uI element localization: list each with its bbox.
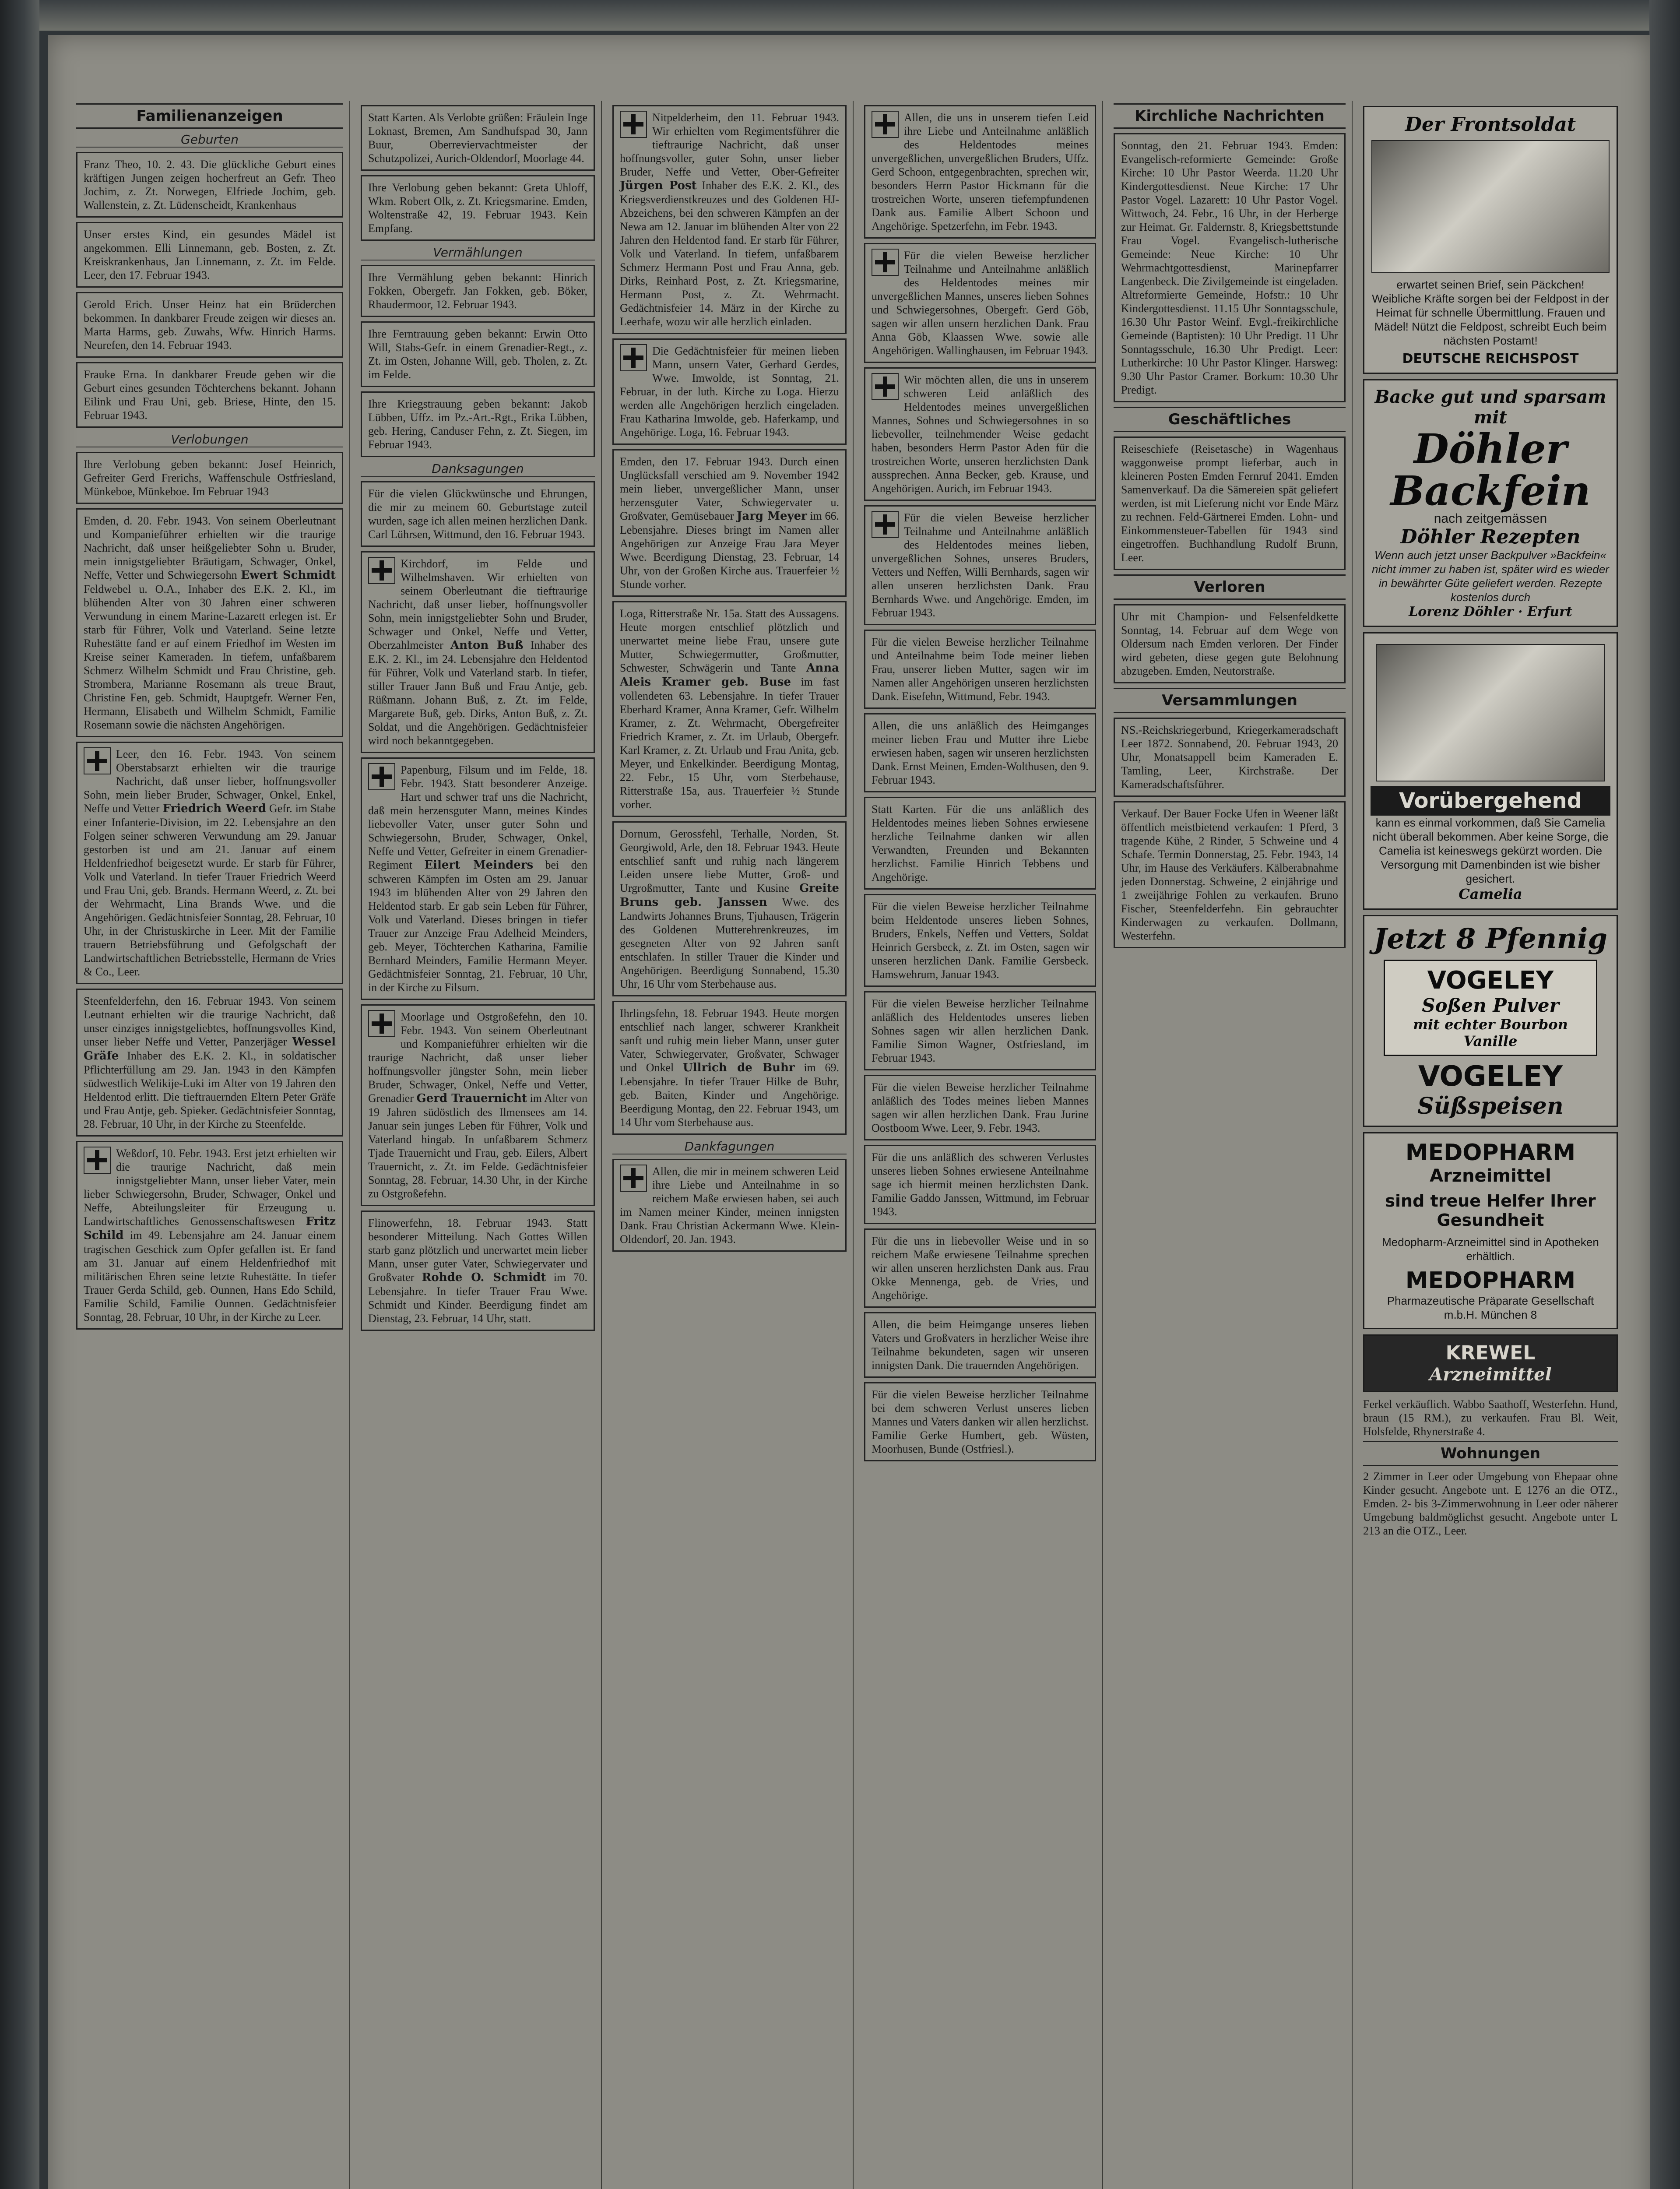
- notice-intro: Moorlage und Ostgroßefehn, den 10. Febr. 1943. Von seinem Oberleutnant und Kompanieführer erhielten wir die traurige Nachricht, daß unser lieber hoffnungsvoller jüngster Sohn, mein lieber Bruder, Schwager, Onkel, Neffe und Vetter, Grenadier: [368, 1010, 587, 1105]
- thanks-text: Allen, die uns anläßlich des Heimganges meiner lieben Frau und Mutter ihre Liebe erwiesen haben, sagen wir unseren herzlichsten Dank. Ernst Meinen, Emden-Wolthusen, den 9. Februar 1943.: [872, 719, 1089, 786]
- death-notice-text: [84, 747, 336, 978]
- iron-cross-icon: [620, 344, 647, 371]
- notice-body: im 66. Lebensjahre. Dieses bringt im Namen aller Angehörigen zur Anzeige Frau Jara Meyer Wwe. Beerdigung Dienstag, 23. Februar, 14 Uhr, von der Großen Kirche aus. Trauerfeier ½ Stunde vorher.: [620, 510, 840, 591]
- death-notice: [612, 1001, 847, 1135]
- notice-body: Feldwebel u. O.A., Inhaber des E.K. 2. Kl., im blühenden Alter von 30 Jahren einer schweren Verwundung in einem Marine-Lazarett erlegen ist. Er starb für Führer, Volk und Vaterland. Seine letzte Ruhestätte fand er auf einem Friedhof im Westen im Kreise seiner Kameraden. In tiefem, unfaßbarem Schmerz Wilhelm Schmidt und Frau Christine, geb. Strombera, Marianne Rosemann als treue Braut, Christine Fen, geb. Schmidt, Hauptgefr. Werner Fen, Hermann, Elisabeth und Wilhelm Schmidt, Familie Rosemann sowie die nächsten Angehörigen.: [84, 583, 336, 731]
- memorial-text: Die Gedächtnisfeier für meinen lieben Mann, unsern Vater, Gerhard Gerdes, Wwe. Imwolde, ist Sonntag, 21. Februar, in der luth. Kirche zu Loga. Hierzu werden alle Angehörigen herzlich eingeladen. Frau Katharina Imwolde, geb. Haferkamp, und Angehörige. Loga, 16. Februar 1943.: [620, 345, 839, 439]
- section-verlobungen: Verlobungen: [76, 432, 343, 447]
- classified-ads: [1114, 801, 1346, 948]
- deceased-name: Fritz Schild: [84, 1215, 336, 1242]
- notice-intro: Papenburg, Filsum und im Felde, 18. Febr. 1943. Statt besonderer Anzeige. Hart und schwer traf uns die Nachricht, daß mein herzensguter Mann, meines Kindes liebevoller Vater, unser guter Sohn und Schwiegersohn, Bruder, Schwager, Onkel, Neffe und Vetter, Gefreiter in einem Grenadier-Regiment: [368, 764, 587, 871]
- iron-cross-icon: [872, 249, 899, 276]
- iron-cross-icon: [84, 1147, 111, 1174]
- reichspost-ad: [1363, 106, 1618, 374]
- thanks-notice: [864, 1228, 1096, 1308]
- section-kirchliche-nachrichten: Kirchliche Nachrichten: [1114, 103, 1346, 129]
- death-notice-text: [368, 763, 587, 994]
- notice-body: Gefr. im Stabe einer Infanterie-Division, im 22. Lebensjahre an den Folgen seiner schweren Verwundung am 29. Januar gestorben ist und am 21. Januar auf einem Heldenfriedhof beigesetzt wurde. Er starb für Führer, Volk und Vaterland. In tiefer Trauer Friedrich Weerd und Frau Uni, geb. Brands. Hermann Weerd, z. Zt. bei der Wehrmacht, Lina Brands Wwe. und die Angehörigen. Gedächtnisfeier Sonntag, 28. Februar, 10 Uhr, in der Christuskirche in Leer.: [84, 802, 336, 937]
- ad-brand: DEUTSCHE REICHSPOST: [1402, 351, 1579, 366]
- thanks-text: Für die uns in liebevoller Weise und in so reichem Maße erwiesene Teilnahme sprechen wir allen unseren herzlichsten Dank aus. Frau Okke Mennenga, geb. de Vries, und Angehörige.: [872, 1235, 1089, 1302]
- thanks-text: Für die vielen Beweise herzlicher Teilnahme bei dem schweren Verlust unseres lieben Mannes und Vaters danken wir allen herzlichst. Familie Gerke Humbert, geb. Wüsten, Moorhusen, Bunde (Ostfriesl.).: [872, 1388, 1089, 1455]
- ad-company: Pharmazeutische Präparate Gesellschaft m.b.H. München 8: [1387, 1294, 1594, 1321]
- lost-notice: [1114, 604, 1346, 683]
- notice-intro: Flinowerfehn, 18. Februar 1943. Statt besonderer Mitteilung. Nach Gottes Willen starb ganz plötzlich und unerwartet mein lieber Mann, unser guter Vater, Schwiegervater und Großvater: [368, 1217, 587, 1284]
- death-notice: [76, 508, 343, 737]
- section-versammlungen: Versammlungen: [1114, 688, 1346, 713]
- iron-cross-icon: [620, 1165, 647, 1192]
- thanks-notice: [864, 367, 1096, 501]
- thanks-text: Allen, die uns in unserem tiefen Leid ihre Liebe und Anteilnahme anläßlich des Heldentodes meines unvergeßlichen, unvergeßlichen Bruders, Uffz. Gerd Schoon, entgegenbrachten, sprechen wir, besonders Herrn Pastor Hickmann für die trostreichen Worte, unseren tiefempfundenen Dank aus. Familie Albert Schoon und Angehörige. Spetzerfehn, im Febr. 1943.: [872, 111, 1089, 232]
- notice-intro: Loga, Ritterstraße Nr. 15a. Statt des Aussagens. Heute morgen entschlief plötzlich und unerwartet meine liebe Frau, unsere gute Mutter, Schwiegermutter, Großmutter, Schwester, Schwägerin und Tante: [620, 607, 839, 674]
- notice-body: im Alter von 19 Jahren südöstlich des Ilmensees am 14. Januar sein junges Leben für Führer, Volk und Vaterland hingab. In unfaßbarem Schmerz Tjade Trauernicht und Frau, geb. Eilers, Albert Trauernicht, z. Zt. im Felde. Gedächtnisfeier Sonntag, 28. Februar, 14.30 Uhr, in der Kirche zu Ostgroßefehn.: [368, 1092, 588, 1200]
- ad-product: Süßspeisen: [1417, 1093, 1564, 1119]
- birth-notice: [76, 152, 343, 218]
- ad-brand: KREWEL: [1445, 1342, 1536, 1364]
- engagement-text: Ihre Verlobung geben bekannt: Josef Heinrich, Gefreiter Gerd Frerichs, Waffenschule Ostfriesland, Münkeboe, Münkeboe. Im Februar 1943: [84, 458, 336, 498]
- church-notices: [1114, 133, 1346, 402]
- business-text: Reiseschiefe (Reisetasche) in Wagenhaus waggonweise prompt lieferbar, auch in kleineren Posten Emden Fernruf 2041. Emden Samenverkauf. Da die Sämereien spät geliefert werden, ist mit Lieferung nicht vor Ende März zu rechnen. Feld-Gärtnerei Emden. Lohn- und Einkommensteuer-Tabellen für 1943 sind eingetroffen. Buchhandlung Rudolf Brunn, Leer.: [1121, 443, 1338, 564]
- section-familienanzeigen: Familienanzeigen: [76, 103, 343, 129]
- section-geschaeftliches: Geschäftliches: [1114, 407, 1346, 432]
- thanks-notice: [864, 713, 1096, 792]
- ad-subtitle: Arzneimittel: [1429, 1364, 1552, 1385]
- death-notice-text: [368, 1216, 587, 1325]
- ad-slogan: sind treue Helfer Ihrer Gesundheit: [1385, 1191, 1596, 1230]
- thanks-text: Statt Karten. Für die uns anläßlich des Heldentodes meines lieben Sohnes erwiesene herzliche Teilnahme danken wir allen Verwandten, Freunden und Bekannten herzlichst. Familie Hinrich Tebbens und Angehörige.: [872, 803, 1089, 883]
- ad-brand: VOGELEY: [1418, 1060, 1563, 1093]
- notice-extra: Mit der Familie trauern Betriebsführung und Gefolgschaft der Landwirtschaftlichen Betriebsstelle, Hermann de Vries & Co., Leer.: [84, 925, 336, 978]
- deceased-name: Jarg Meyer: [737, 510, 807, 523]
- deceased-name: Friedrich Weerd: [162, 802, 266, 815]
- notice-body: Inhaber des E.K. 2. Kl., im 24. Lebensjahre den Heldentod für Führer, Volk und Vaterland starb. In tiefer, stiller Trauer Jann Buß und Frau Antje, geb. Rüßmann. Johann Buß, z. Zt. im Felde, Margarete Buß, geb. Dirks, Anton Buß, z. Zt. Soldat, und die Angehörigen. Gedächtnisfeier wird noch bekanntgegeben.: [368, 639, 588, 747]
- camelia-ad: [1363, 632, 1618, 910]
- thanks-notice: [864, 243, 1096, 363]
- death-notice: [361, 757, 595, 1000]
- notice-body: bei den schweren Kämpfen im Osten am 29. Januar 1943 im blühenden Alter von 29 Jahren den Heldentod starb. Er gab sein Leben für Führer, Volk und Vaterland. Dieses bringen in tiefer Trauer zur Anzeige Frau Adelheid Meinders, geb. Meyer, Töchterchen Katharina, Familie Bernhard Meinders, Familie Hermann Meyer. Gedächtnisfeier Sonntag, 21. Februar, 10 Uhr, in der Kirche zu Filsum.: [368, 859, 587, 994]
- krewel-ad: [1363, 1334, 1618, 1392]
- deceased-name: Wessel Gräfe: [84, 1035, 336, 1063]
- iron-cross-icon: [872, 511, 899, 538]
- deceased-name: Eilert Meinders: [424, 859, 534, 872]
- thanks-text: Für die vielen Glückwünsche und Ehrungen, die mir zu meinem 60. Geburtstage zuteil wurden, sage ich allen meinen herzlichen Dank. Carl Lührsen, Wittmund, den 16. Februar 1943.: [368, 487, 587, 541]
- wedding-text: Ihre Vermählung geben bekannt: Hinrich Fokken, Obergefr. Jan Fokken, geb. Böker, Rhaudermoor, 12. Februar 1943.: [368, 271, 587, 311]
- notice-body: im fast vollendeten 63. Lebensjahre. In tiefer Trauer Eberhard Kramer, Anna Kramer, Gefr. Wilhelm Kramer, z. Zt. Wehrmacht, Obergefreiter Friedrich Kramer, z. Zt. im Urlaub, Obergefr. Karl Kramer, z. Zt. Urlaub und Frau Anita, geb. Meyer, und Enkelkinder. Beerdigung Montag, 22. Febr., 15 Uhr, vom Sterbehause, Ritterstraße 15a, aus. Trauerfeier ½ Stunde vorher.: [620, 676, 839, 811]
- wedding-notice: [361, 391, 595, 457]
- deceased-name: Gerd Trauernicht: [416, 1092, 527, 1105]
- deceased-name: Rohde O. Schmidt: [422, 1271, 546, 1284]
- thanks-notice: [864, 894, 1096, 987]
- thanks-text: Allen, die beim Heimgange unseres lieben Vaters und Großvaters in herzlicher Weise ihre Teilnahme bekundeten, sagen wir unseren innigsten Dank. Die trauernden Angehörigen.: [872, 1318, 1089, 1372]
- iron-cross-icon: [620, 111, 647, 138]
- notice-body: im 49. Lebensjahre am 24. Januar einem tragischen Geschick zum Opfer gefallen ist. Er fand am 31. Januar auf einem Heldenfriedhof mit militärischen Ehren seine letzte Ruhestätte. In tiefer Trauer Gerda Schild, geb. Ounnen, Hans Edo Schild, Familie Schild, Familie Ounnen. Gedächtnisfeier Sonntag, 28. Februar, 10 Uhr, in der Kirche zu Leer.: [84, 1229, 336, 1323]
- iron-cross-icon: [368, 1010, 395, 1037]
- housing-ads: 2 Zimmer in Leer oder Umgebung von Ehepaar ohne Kinder gesucht. Angebote unt. E 1276 an die OTZ., Emden. 2- bis 3-Zimmerwohnung in Leer oder näherer Umgebung baldmöglichst gesucht. Angebote unter L 213 an die OTZ., Leer.: [1363, 1470, 1618, 1537]
- iron-cross-icon: [872, 111, 899, 138]
- birth-notice: [76, 222, 343, 288]
- ad-price: Jetzt 8 Pfennig: [1373, 922, 1608, 955]
- doehler-ad: [1363, 379, 1618, 627]
- medopharm-ad: [1363, 1132, 1618, 1329]
- church-text: Sonntag, den 21. Februar 1943. Emden: Evangelisch-reformierte Gemeinde: Große Kirche: 10 Uhr Pastor Weerda. 11.20 Uhr Kindergottesdienst. Neue Kirche: 17 Uhr Pastor Vogel. Lazarett: 10 Uhr Pastor Vogel. Wittwoch, 24. Febr., 16 Uhr, in der Herberge zur Heimat. Gr. Faldernstr. 8, Kriegsbettstunde Frau Vogel. Evangelisch-lutherische Gemeinde: Neue Kirche: 10 Uhr Wehrmachtgottesdienst, Marinepfarrer Langenbeck. Die Zivilgemeinde ist eingeladen. Altreformierte Gemeinde, Hofstr.: 10 Uhr Kindergottesdienst. 11.15 Uhr Sonntagsschule, 16.30 Uhr Pastor Weinf. Evgl.-freikirchliche Gemeinde (Baptisten): 10 Uhr Predigt. 11 Uhr Sonntagsschule, 16.30 Uhr Predigt. Leer: Lutherkirche: 10 Uhr Pastor Klinger. Harsweg: 9.30 Uhr Pastor Cramer. Borkum: 10.30 Uhr Predigt.: [1121, 139, 1338, 396]
- notice-intro: Emden, d. 20. Febr. 1943. Von seinem Oberleutnant und Kompanieführer erhielten wir die traurige Nachricht, daß unser heißgeliebter Sohn u. Bruder, mein innigstgeliebter Bräutigam, Schwager, Onkel, Neffe, Vetter und Schwiegersohn: [84, 514, 336, 581]
- notice-intro: Emden, den 17. Februar 1943. Durch einen Unglücksfall verschied am 9. November 1942 mein lieber, unvergeßlicher Mann, unser herzensguter Vater, Schwiegervater u. Großvater, Gemüsebauer: [620, 455, 839, 522]
- death-notice-text: [368, 557, 587, 747]
- death-notice: [612, 601, 847, 817]
- engagement-text: Statt Karten. Als Verlobte grüßen: Fräulein Inge Loknast, Bremen, Am Sandhufspad 30, Jann Buur, Oberreviervachtmeister der Schutzpolizei, Aurich-Oldendorf, Moorlage 44.: [368, 111, 587, 165]
- notice-intro: Steenfelderfehn, den 16. Februar 1943. Von seinem Leutnant erhielten wir die traurige Nachricht, daß unser einziges innigstgeliebtes, hoffnungsvolles Kind, unser lieber Neffe und Vetter, Panzerjäger: [84, 995, 336, 1048]
- thanks-text: Für die vielen Beweise herzlicher Teilnahme anläßlich des Todes meines lieben Mannes sagen wir allen herzlichen Dank. Frau Jurine Oostboom Wwe. Leer, 9. Febr. 1943.: [872, 1081, 1089, 1134]
- ad-brand-2: MEDOPHARM: [1405, 1267, 1576, 1294]
- death-notice: [76, 989, 343, 1137]
- death-notice-text: [620, 607, 839, 811]
- thanks-notice: [864, 1145, 1096, 1224]
- scan-frame-left: [0, 0, 39, 2189]
- notice-intro: Dornum, Gerossfehl, Terhalle, Norden, St. Georgiwold, Arle, den 18. Februar 1943. Heute entschlief sanft und ruhig nach längerem Leiden unsere liebe Mutter, Groß- und Urgroßmutter, Tante und Kusine: [620, 827, 839, 894]
- meeting-text: NS.-Reichskriegerbund, Kriegerkameradschaft Leer 1872. Sonnabend, 20. Februar 1943, 20 Uhr, Monatsappell beim Kameraden E. Tamling, Leer, Kirchstraße. Der Kameradschaftsführer.: [1121, 724, 1338, 791]
- ad-title: Der Frontsoldat: [1405, 113, 1576, 136]
- death-notice-text: [620, 1007, 839, 1129]
- notice-body: Inhaber des E.K. 2. Kl., in soldatischer Pflichterfüllung am 29. Jan. 1943 in den Kämpfen südwestlich Welikije-Luki im Alter von 19 Jahren den Heldentod erlitt. Die tieftrauernden Eltern Peter Gräfe und Frau Antje, geb. Spieker. Gedächtnisfeier Sonntag, 28. Februar, 10 Uhr, in der Kirche zu Steenfelde.: [84, 1049, 336, 1130]
- death-notice: [361, 551, 595, 753]
- notice-intro: Ihrlingsfehn, 18. Februar 1943. Heute morgen entschlief nach langer, schwerer Krankheit sanft und ruhig mein lieber Mann, unser guter Vater, Schwiegervater, Großvater, Schwager und Onkel: [620, 1007, 839, 1074]
- death-notice: [76, 1141, 343, 1330]
- iron-cross-icon: [872, 373, 899, 400]
- section-wohnungen: Wohnungen: [1363, 1441, 1618, 1466]
- ad-text: Wenn auch jetzt unser Backpulver »Backfein« nicht immer zu haben ist, später wird es wieder in bewährter Güte geliefert werden. Rezepte kostenlos durch: [1372, 549, 1609, 604]
- death-notice-text: [620, 111, 839, 328]
- section-dankfagungen: Dankfagungen: [612, 1139, 847, 1154]
- notice-intro: Weßdorf, 10. Febr. 1943. Erst jetzt erhielten wir die traurige Nachricht, daß mein innigstgeliebter Mann, unser lieber Vater, mein lieber Schwiegersohn, Bruder, Schwager, Onkel und Neffe, Abteilungsleiter für Erzeugung u. Landwirtschaftliches Genossenschaftswesen: [84, 1147, 336, 1228]
- notice-intro: Nitpelderheim, den 11. Februar 1943. Wir erhielten vom Regimentsführer die tieftraurige Nachricht, daß unser hoffnungsvoller, guter Sohn, unser lieber Bruder, Neffe und Vetter, Ober-Gefreiter: [620, 111, 839, 178]
- package-product: Soßen Pulver: [1422, 995, 1559, 1016]
- birth-text: Unser erstes Kind, ein gesundes Mädel ist angekommen. Elli Linnemann, geb. Bosten, z. Zt. Kreiskrankenhaus, Jan Linnemann, z. Zt. im Felde. Leer, den 17. Februar 1943.: [84, 228, 336, 282]
- thanks-text: Für die vielen Beweise herzlicher Teilnahme und Anteilnahme beim Tode meiner lieben Frau, unserer lieben Mutter, sagen wir im Namen aller Angehörigen unseren herzlichsten Dank. Eisefehn, Wittmund, Febr. 1943.: [872, 636, 1089, 703]
- thanks-text: Für die uns anläßlich des schweren Verlustes unseres lieben Sohnes erwiesene Anteilnahme sage ich hiermit meinen herzlichsten Dank. Familie Gaddo Janssen, Wittmund, im Februar 1943.: [872, 1151, 1089, 1218]
- soldier-illustration: [1371, 140, 1610, 273]
- iron-cross-icon: [368, 763, 395, 790]
- notice-body: im 69. Lebensjahre. In tiefer Trauer Hilke de Buhr, geb. Baiten, Kinder und Angehörige. Beerdigung Montag, den 22. Februar 1943, um 14 Uhr vom Sterbehause aus.: [620, 1061, 840, 1129]
- column-4: [858, 101, 1103, 2189]
- wedding-text: Ihre Ferntrauung geben bekannt: Erwin Otto Will, Stabs-Gefr. in einem Grenadier-Regt., z. Zt. im Osten, Johanne Will, geb. Tholen, z. Zt. im Felde.: [368, 327, 587, 381]
- lost-text: Uhr mit Champion- und Felsenfeldkette Sonntag, 14. Februar auf dem Wege von Oldersum nach Emden verloren. Der Finder wird gebeten, diese gegen gute Belohnung abzugeben. Emden, Neutorstraße.: [1121, 610, 1338, 677]
- thanks-text: Für die vielen Beweise herzlicher Teilnahme beim Heldentode unseres lieben Sohnes, Bruders, Enkels, Neffen und Vetters, Soldat Heinrich Gersbeck, z. Zt. im Osten, sagen wir unseren herzlichen Dank. Familie Gersbeck. Hamswehrum, Januar 1943.: [872, 900, 1089, 981]
- birth-text: Franz Theo, 10. 2. 43. Die glückliche Geburt eines kräftigen Jungen zeigen hocherfreut an Gefr. Theo Jochim, z. Zt. Norwegen, Elfriede Jochim, geb. Wallenstein, z. Zt. Lüdenscheidt, Krankenhaus: [84, 158, 336, 211]
- birth-text: Frauke Erna. In dankbarer Freude geben wir die Geburt eines gesunden Töchterchens bekannt. Johann Eilink und Frau Uni, geb. Briese, Hinte, den 15. Februar 1943.: [84, 368, 336, 422]
- thanks-notice: [864, 797, 1096, 890]
- wedding-notice: [361, 321, 595, 387]
- notice-body: Wwe. des Landwirts Johannes Bruns, Tjuhausen, Trägerin des Goldenen Mutterehrenkreuzes, im gesegneten Alter von 92 Jahren sanft entschlafen. In stiller Trauer die Kinder und Angehörigen. Beerdigung Sonnabend, 15.30 Uhr, 16 Uhr vom Sterbehause aus.: [620, 896, 839, 990]
- thanks-notice: [864, 1312, 1096, 1378]
- thanks-notice: [864, 1382, 1096, 1461]
- ad-subline: nach zeitgemässen: [1434, 511, 1547, 526]
- deceased-name: Ullrich de Buhr: [683, 1061, 795, 1074]
- ad-tagline: Backe gut und sparsam mit: [1374, 387, 1606, 428]
- thanks-notice: [864, 1075, 1096, 1140]
- business-notices: [1114, 436, 1346, 570]
- section-verloren: Verloren: [1114, 574, 1346, 600]
- death-notice: [76, 742, 343, 984]
- thanks-text: Allen, die mir in meinem schweren Leid ihre Liebe und Anteilnahme in so reichem Maße erwiesen haben, sei auch im Namen meiner Kinder, meinen innigsten Dank. Frau Christian Ackermann Wwe. Klein-Oldendorf, 20. Jan. 1943.: [620, 1165, 839, 1246]
- product-package: [1384, 960, 1597, 1056]
- thanks-notice: [361, 481, 595, 547]
- ad-text: kann es einmal vorkommen, daß Sie Camelia nicht überall bekommen. Aber keine Sorge, die Camelia ist keineswegs gekürzt worden. Die Versorgung mit Damenbinden ist wie bisher gesichert.: [1372, 816, 1609, 885]
- thanks-notice: [864, 105, 1096, 239]
- deceased-name: Greite Bruns geb. Janssen: [620, 882, 839, 909]
- thanks-notice: [864, 991, 1096, 1070]
- column-3: [606, 101, 854, 2189]
- death-notice: [361, 1004, 595, 1206]
- column-5: [1107, 101, 1353, 2189]
- scan-frame-right: [1649, 0, 1680, 2189]
- thanks-text: Für die vielen Beweise herzlicher Teilnahme anläßlich des Heldentodes unseres lieben Sohnes sagen wir allen herzlichen Dank. Familie Simon Wagner, Ostfriesland, im Februar 1943.: [872, 997, 1089, 1064]
- column-2: [355, 101, 602, 2189]
- death-notice-text: [84, 514, 336, 732]
- death-notice: [612, 105, 847, 334]
- scan-frame-top: [39, 0, 1680, 31]
- thanks-notice: [864, 505, 1096, 625]
- wedding-text: Ihre Kriegstrauung geben bekannt: Jakob Lübben, Uffz. im Pz.-Art.-Rgt., Erika Lübben, geb. Hering, Canduser Fehn, z. Zt. Siegen, im Februar 1943.: [368, 398, 587, 451]
- death-notice-text: [620, 455, 839, 591]
- death-notice: [361, 1211, 595, 1331]
- ad-recipes: Döhler Rezepten: [1400, 526, 1581, 548]
- death-notice: [612, 821, 847, 996]
- ad-brand: Camelia: [1459, 886, 1522, 902]
- classified-text: Verkauf. Der Bauer Focke Ufen in Weener läßt öffentlich meistbietend verkaufen: 1 Pferd, 3 tragende Kühe, 2 Rinder, 5 Schweine und 4 Schafe. Termin Donnerstag, 25. Febr. 1943, 14 Uhr, im Hause des Verkäufers. Kälberabnahme jeden Donnerstag. Schweine, 2 einjährige und 1 zweijährige Fohlen zu verkaufen. Bruno Fischer, Steenfelderfehn. Ein gebrauchter Kinderwagen zu verkaufen. Dollmann, Westerfehn.: [1121, 807, 1338, 942]
- vogeley-ad: [1363, 915, 1618, 1127]
- thanks-notice: [612, 1159, 847, 1252]
- thanks-text: Für die vielen Beweise herzlicher Teilnahme und Anteilnahme anläßlich des Heldentodes meines lieben, unvergeßlichen Sohnes, unseres Bruders, Vetters und Neffen, Willi Bernhards, sagen wir allen unseren herzlichsten Dank. Frau Bernhards Wwe. und Angehörige. Emden, im Februar 1943.: [872, 511, 1089, 619]
- death-notice-text: [84, 1147, 336, 1324]
- woman-portrait-illustration: [1376, 644, 1605, 781]
- deceased-name: Anna Aleis Kramer geb. Buse: [620, 662, 839, 689]
- iron-cross-icon: [84, 747, 111, 774]
- deceased-name: Anton Buß: [450, 639, 524, 652]
- deceased-name: Jürgen Post: [620, 179, 697, 192]
- notice-body: im 70. Lebensjahre. In tiefer Trauer Frau Wwe. Schmidt und Kinder. Beerdigung findet am Dienstag, 23. Februar, 14 Uhr, statt.: [368, 1271, 588, 1325]
- ad-text: erwartet seinen Brief, sein Päckchen! Weibliche Kräfte sorgen bei der Feldpost in der Heimat für schnelle Übermittlung. Frauen und Mädel! Nützt die Feldpost, schreibt Euch beim nächsten Postamt!: [1372, 278, 1609, 347]
- section-vermaehlungen: Vermählungen: [361, 245, 595, 260]
- package-brand: VOGELEY: [1427, 966, 1554, 995]
- birth-text: Gerold Erich. Unser Heinz hat ein Brüderchen bekommen. In dankbarer Freude zeigen wir dieses an. Marta Harms, geb. Zuwahs, Wfw. Hinrich Harms. Neurefen, den 14. Februar 1943.: [84, 298, 336, 352]
- thanks-notice: [864, 630, 1096, 709]
- death-notice-text: [84, 994, 336, 1131]
- thanks-text: Wir möchten allen, die uns in unserem schweren Leid anläßlich des Heldentodes meines unvergeßlichen Mannes, Sohnes und Schwiegersohnes in so liebevoller, teilnehmender Weise gedacht haben, besonders Herrn Pastor Aden für die trostreichen Worte, unseren herzlichsten Dank aussprechen. Anna Becker, geb. Krause, und Angehörigen. Aurich, im Februar 1943.: [872, 373, 1089, 495]
- death-notice-text: [620, 827, 839, 991]
- iron-cross-icon: [368, 557, 395, 584]
- ad-subtitle: Arzneimittel: [1430, 1166, 1551, 1186]
- ad-company: Lorenz Döhler · Erfurt: [1409, 604, 1572, 619]
- section-geburten: Geburten: [76, 132, 343, 148]
- classified-ads: Ferkel verkäuflich. Wabbo Saathoff, Westerfehn. Hund, braun (15 RM.), zu verkaufen. Frau Bl. Weit, Holsfelde, Rhynerstraße 4.: [1363, 1398, 1618, 1438]
- birth-notice: [76, 292, 343, 358]
- engagement-text: Ihre Verlobung geben bekannt: Greta Uhloff, Wkm. Robert Olk, z. Zt. Kriegsmarine. Emden, Woltenstraße 42, 19. Februar 1943. Kein Empfang.: [368, 181, 587, 235]
- thanks-text: Für die vielen Beweise herzlicher Teilnahme und Anteilnahme anläßlich des Heldentodes meines mir unvergeßlichen Mannes, unseres lieben Sohnes und Schwiegersohnes, Obergefr. Gerd Göb, sagen wir allen unsern herzlichen Dank. Frau Anna Göb, Klaassen Wwe. sowie alle Angehörigen. Wallinghausen, im Februar 1943.: [872, 249, 1089, 357]
- wedding-notice: [361, 265, 595, 317]
- ad-brand: Döhler: [1414, 425, 1567, 472]
- ad-product: Backfein: [1390, 467, 1591, 514]
- notice-intro: Leer, den 16. Febr. 1943. Von seinem Oberstabsarzt erhielten wir die traurige Nachricht, daß unser lieber, hoffnungsvoller Sohn, mein lieber Bruder, Schwager, Onkel, Enkel, Neffe und Vetter: [84, 748, 336, 815]
- notice-body: Inhaber des E.K. 2. Kl., des Kriegsverdienstkreuzes und des Goldenen HJ-Abzeichens, bei den schweren Kämpfen an der Newa am 12. Januar im blühenden Alter von 22 Jahren den Heldentod fand. Er starb für Führer, Volk und Vaterland. In tiefem, unfaßbarem Schmerz Hermann Post und Frau Anna, geb. Dirks, Reinhard Post, z. Zt. Kriegsmarine, Hermann Post, z. Zt. Wehrmacht. Gedächtnisfeier 14. März in der Kirche zu Leerhafe, wozu wir alle herzlich einladen.: [620, 179, 840, 328]
- ad-brand: MEDOPHARM: [1405, 1140, 1576, 1166]
- package-flavor: mit echter Bourbon Vanille: [1413, 1016, 1568, 1049]
- ad-text: Medopharm-Arzneimittel sind in Apotheken erhältlich.: [1382, 1235, 1599, 1263]
- notice-intro: Kirchdorf, im Felde und Wilhelmshaven. Wir erhielten von seinem Oberleutnant die tieftraurige Nachricht, daß unser lieber, hoffnungsvoller Sohn, mein innigstgeliebter Sohn und Bruder, Schwager und Onkel, Neffe und Vetter, Oberzahlmeister: [368, 557, 587, 651]
- section-danksagungen: Danksagungen: [361, 461, 595, 477]
- engagement-notice: [361, 105, 595, 171]
- birth-notice: [76, 362, 343, 428]
- engagement-notice: [76, 452, 343, 504]
- column-6-advertisements: [1357, 101, 1624, 2189]
- meeting-notice: [1114, 718, 1346, 797]
- death-notice: [612, 449, 847, 597]
- engagement-notice: [361, 175, 595, 241]
- ad-title: Vorübergehend: [1371, 786, 1610, 816]
- death-notice-text: [368, 1010, 587, 1200]
- memorial-notice: [612, 338, 847, 445]
- deceased-name: Ewert Schmidt: [241, 569, 336, 582]
- column-1: [70, 101, 350, 2189]
